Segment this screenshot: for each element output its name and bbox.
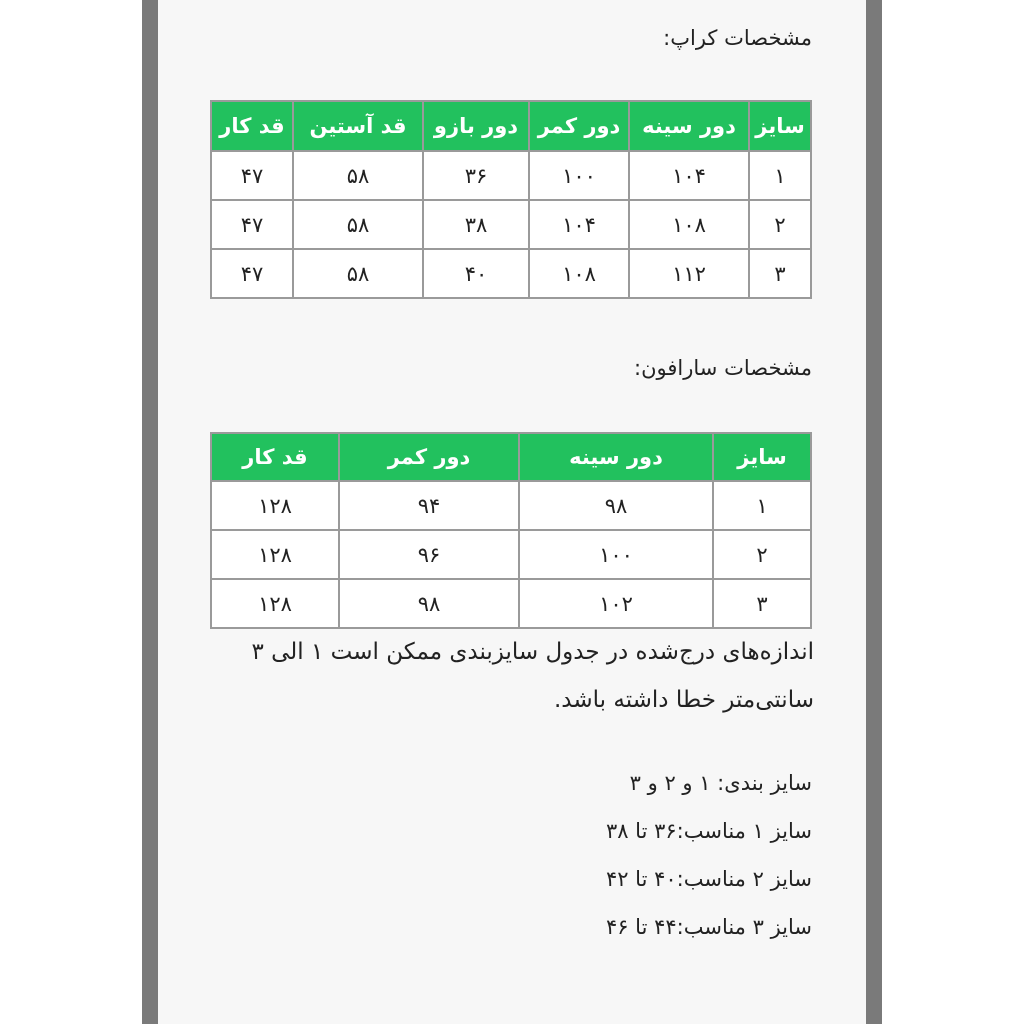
header-length: قد کار <box>211 101 293 151</box>
content-page <box>158 0 866 1024</box>
available-sizes: سایز بندی: ۱ و ۲ و ۳ <box>629 771 812 795</box>
table-cell: ۴۷ <box>211 200 293 249</box>
table-cell: ۹۸ <box>519 481 713 530</box>
header-chest: دور سینه <box>629 101 749 151</box>
table-cell: ۱۰۴ <box>529 200 629 249</box>
table-cell: ۳ <box>749 249 811 298</box>
table-header-row <box>211 101 811 151</box>
table-cell: ۱۰۰ <box>519 530 713 579</box>
table-cell: ۳۶ <box>423 151 529 200</box>
table-cell: ۹۴ <box>339 481 519 530</box>
table-cell: ۴۰ <box>423 249 529 298</box>
table-row <box>211 481 811 530</box>
header-arm: دور بازو <box>423 101 529 151</box>
header-length: قد کار <box>211 433 339 481</box>
table-cell: ۱۲۸ <box>211 579 339 628</box>
table-row <box>211 530 811 579</box>
table-cell: ۱۰۰ <box>529 151 629 200</box>
header-size: سایز <box>713 433 811 481</box>
table-cell: ۱۱۲ <box>629 249 749 298</box>
size-1-fit: سایز ۱ مناسب:۳۶ تا ۳۸ <box>605 819 812 843</box>
table-row <box>211 249 811 298</box>
table-cell: ۱ <box>713 481 811 530</box>
table-cell: ۱۲۸ <box>211 530 339 579</box>
header-chest: دور سینه <box>519 433 713 481</box>
table-cell: ۹۶ <box>339 530 519 579</box>
sizing-error-note: اندازه‌های درج‌شده در جدول سایزبندی ممکن است ۱ الی ۳ سانتی‌متر خطا داشته باشد. <box>251 639 814 713</box>
left-frame-bar <box>142 0 158 1024</box>
table-cell: ۱۲۸ <box>211 481 339 530</box>
table-cell: ۱۰۸ <box>529 249 629 298</box>
table-cell: ۱۰۴ <box>629 151 749 200</box>
table-cell: ۵۸ <box>293 200 423 249</box>
table-cell: ۴۷ <box>211 249 293 298</box>
table-row <box>211 151 811 200</box>
table-cell: ۱ <box>749 151 811 200</box>
table-header-row <box>211 433 811 481</box>
sarafan-size-table <box>210 432 812 629</box>
table-row <box>211 579 811 628</box>
table-cell: ۲ <box>749 200 811 249</box>
table-cell: ۲ <box>713 530 811 579</box>
size-3-fit: سایز ۳ مناسب:۴۴ تا ۴۶ <box>605 915 812 939</box>
table-cell: ۱۰۲ <box>519 579 713 628</box>
table-cell: ۳۸ <box>423 200 529 249</box>
right-frame-bar <box>866 0 882 1024</box>
crop-section-title: مشخصات کراپ: <box>663 26 812 50</box>
table-cell: ۵۸ <box>293 249 423 298</box>
header-waist: دور کمر <box>529 101 629 151</box>
sarafan-section-title: مشخصات سارافون: <box>634 356 812 380</box>
table-cell: ۳ <box>713 579 811 628</box>
header-sleeve-length: قد آستین <box>293 101 423 151</box>
table-cell: ۴۷ <box>211 151 293 200</box>
table-cell: ۵۸ <box>293 151 423 200</box>
size-2-fit: سایز ۲ مناسب:۴۰ تا ۴۲ <box>605 867 812 891</box>
crop-size-table <box>210 100 812 299</box>
table-row <box>211 200 811 249</box>
header-waist: دور کمر <box>339 433 519 481</box>
table-cell: ۹۸ <box>339 579 519 628</box>
header-size: سایز <box>749 101 811 151</box>
table-cell: ۱۰۸ <box>629 200 749 249</box>
